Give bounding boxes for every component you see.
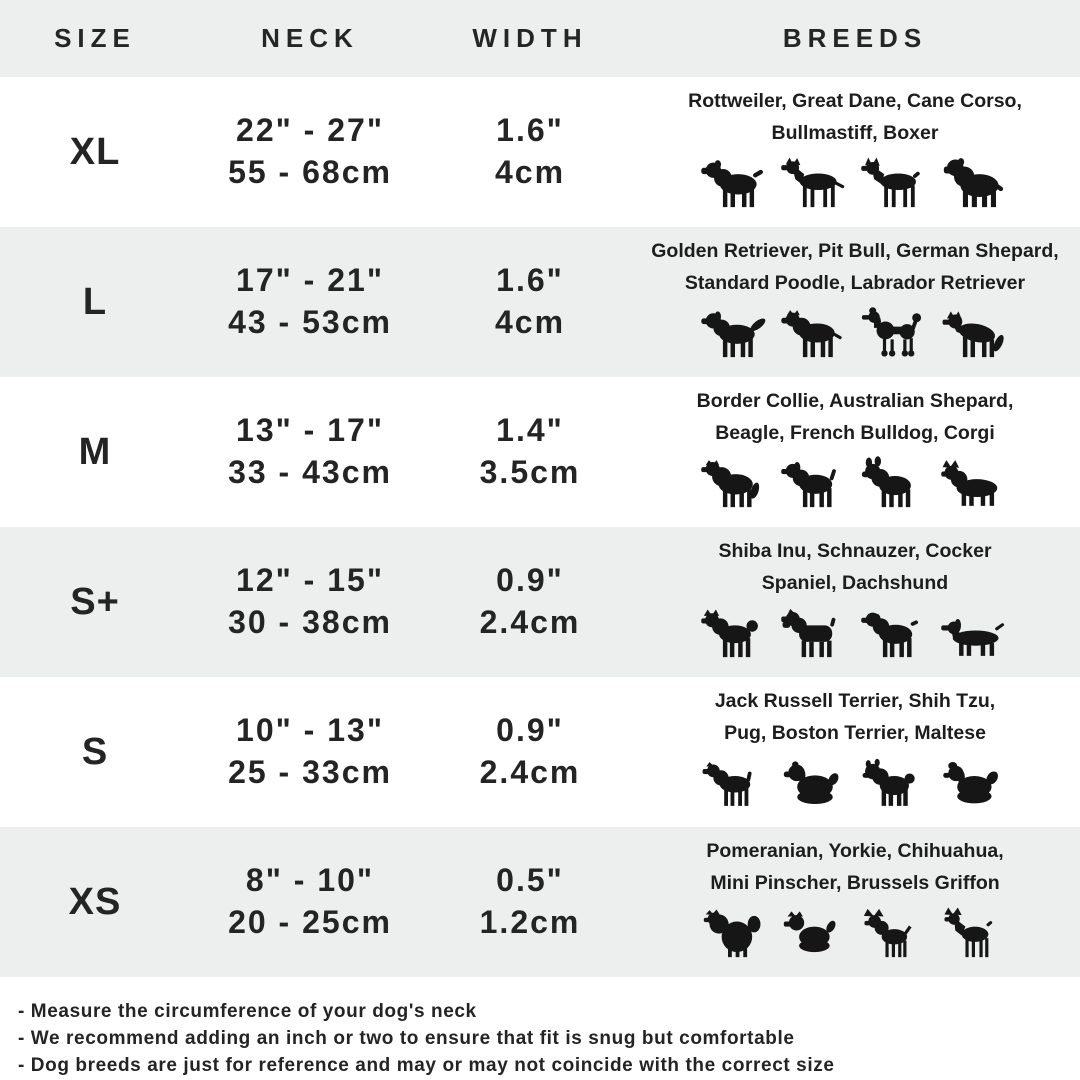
width-inches: 1.6" — [496, 262, 564, 299]
neck-range-cm: 33 - 43cm — [228, 454, 392, 490]
size-label: XL — [69, 130, 121, 173]
width-cm: 4cm — [494, 304, 566, 340]
table-row-xs — [0, 827, 1080, 977]
breeds-list — [706, 836, 1003, 899]
french-bulldog-icon — [860, 455, 930, 511]
golden-retriever-icon — [700, 305, 770, 361]
width-value — [430, 110, 630, 193]
size-label: S — [81, 730, 109, 773]
neck-range-inches: 22" - 27" — [236, 112, 384, 149]
poodle-icon — [860, 305, 930, 361]
cocker-spaniel-icon — [860, 605, 930, 661]
table-header-row — [0, 0, 1080, 77]
note-reference: - Dog breeds are just for reference and may or may not coincide with the correct size — [18, 1055, 835, 1076]
footer-notes — [0, 977, 1080, 1080]
breeds-list-line: Rottweiler, Great Dane, Cane Corso, — [688, 90, 1022, 112]
breeds-list-line: Shiba Inu, Schnauzer, Cocker — [718, 540, 992, 562]
min-pinscher-icon — [940, 905, 1010, 961]
neck-range — [190, 260, 430, 343]
breeds-list-line: Border Collie, Australian Shepard, — [696, 390, 1014, 412]
table-row-l — [0, 227, 1080, 377]
neck-range-cm: 55 - 68cm — [228, 154, 392, 190]
width-value — [430, 410, 630, 493]
width-cm: 3.5cm — [479, 454, 581, 490]
width-inches: 0.9" — [496, 562, 564, 599]
pit-bull-icon — [780, 305, 850, 361]
chihuahua-icon — [860, 905, 930, 961]
breeds-list-line: Jack Russell Terrier, Shih Tzu, — [714, 690, 996, 712]
jack-russell-icon — [700, 755, 770, 811]
dog-silhouettes — [700, 151, 1010, 211]
neck-range — [190, 110, 430, 193]
border-collie-icon — [700, 455, 770, 511]
breeds-cell — [630, 77, 1080, 227]
breeds-cell — [630, 527, 1080, 677]
breeds-cell — [630, 227, 1080, 377]
dog-silhouettes — [700, 901, 1010, 961]
table-row-m — [0, 377, 1080, 527]
note-measure: - Measure the circumference of your dog's neck — [18, 1001, 477, 1022]
maltese-icon — [940, 755, 1010, 811]
breeds-list-line: Mini Pinscher, Brussels Griffon — [710, 871, 1000, 894]
column-header-width: WIDTH — [472, 23, 588, 53]
width-cm: 2.4cm — [479, 604, 581, 640]
neck-range — [190, 560, 430, 643]
breeds-list-line: Pug, Boston Terrier, Maltese — [724, 721, 986, 744]
width-cm: 1.2cm — [479, 904, 581, 940]
doberman-icon — [860, 155, 930, 211]
neck-range-inches: 13" - 17" — [236, 412, 384, 449]
shih-tzu-icon — [780, 755, 850, 811]
yorkie-icon — [780, 905, 850, 961]
beagle-icon — [780, 455, 850, 511]
table-row-xl — [0, 77, 1080, 227]
dog-silhouettes — [700, 451, 1010, 511]
column-header-breeds: BREEDS — [782, 23, 928, 53]
dog-silhouettes — [700, 751, 1010, 811]
rottweiler-icon — [700, 155, 770, 211]
size-label: S+ — [70, 580, 120, 623]
width-cm: 2.4cm — [479, 754, 581, 790]
width-inches: 1.6" — [496, 112, 564, 149]
width-inches: 0.9" — [496, 712, 564, 749]
width-inches: 0.5" — [496, 862, 564, 899]
neck-range — [190, 710, 430, 793]
breeds-cell — [630, 377, 1080, 527]
great-dane-icon — [780, 155, 850, 211]
neck-range-cm: 25 - 33cm — [228, 754, 392, 790]
schnauzer-icon — [780, 605, 850, 661]
size-label: XS — [68, 880, 122, 923]
width-value — [430, 560, 630, 643]
breeds-list-line: Standard Poodle, Labrador Retriever — [684, 271, 1026, 294]
dog-silhouettes — [700, 601, 1010, 661]
breeds-list-line: Pomeranian, Yorkie, Chihuahua, — [706, 840, 1004, 862]
neck-range-cm: 30 - 38cm — [228, 604, 392, 640]
table-row-s — [0, 677, 1080, 827]
neck-range — [190, 410, 430, 493]
breeds-list-line: Spaniel, Dachshund — [761, 571, 949, 594]
pug-icon — [860, 755, 930, 811]
column-header-size: SIZE — [54, 23, 136, 53]
breeds-list — [718, 536, 991, 599]
pomeranian-icon — [700, 905, 770, 961]
note-recommend: - We recommend adding an inch or two to ensure that fit is snug but comfortable — [18, 1028, 795, 1049]
corgi-icon — [940, 455, 1010, 511]
table-row-s-plus — [0, 527, 1080, 677]
dog-silhouettes — [700, 301, 1010, 361]
neck-range-inches: 8" - 10" — [245, 862, 375, 899]
width-value — [430, 860, 630, 943]
breeds-list-line: Beagle, French Bulldog, Corgi — [715, 421, 995, 444]
width-value — [430, 710, 630, 793]
breeds-cell — [630, 677, 1080, 827]
breeds-list — [697, 386, 1014, 449]
shiba-inu-icon — [700, 605, 770, 661]
neck-range-cm: 20 - 25cm — [228, 904, 392, 940]
width-inches: 1.4" — [496, 412, 564, 449]
breeds-list — [651, 236, 1058, 299]
size-label: L — [82, 280, 108, 323]
breeds-list — [715, 686, 995, 749]
width-value — [430, 260, 630, 343]
column-header-neck: NECK — [261, 23, 359, 53]
width-cm: 4cm — [494, 154, 566, 190]
dachshund-icon — [940, 605, 1010, 661]
german-shepherd-icon — [940, 305, 1010, 361]
breeds-list-line: Golden Retriever, Pit Bull, German Shepard, — [651, 240, 1059, 262]
size-label: M — [78, 430, 112, 473]
breeds-cell — [630, 827, 1080, 977]
neck-range — [190, 860, 430, 943]
breeds-list-line: Bullmastiff, Boxer — [771, 121, 939, 144]
neck-range-cm: 43 - 53cm — [228, 304, 392, 340]
breeds-list — [688, 86, 1022, 149]
bullmastiff-icon — [940, 155, 1010, 211]
neck-range-inches: 10" - 13" — [236, 712, 384, 749]
neck-range-inches: 17" - 21" — [236, 262, 384, 299]
neck-range-inches: 12" - 15" — [236, 562, 384, 599]
